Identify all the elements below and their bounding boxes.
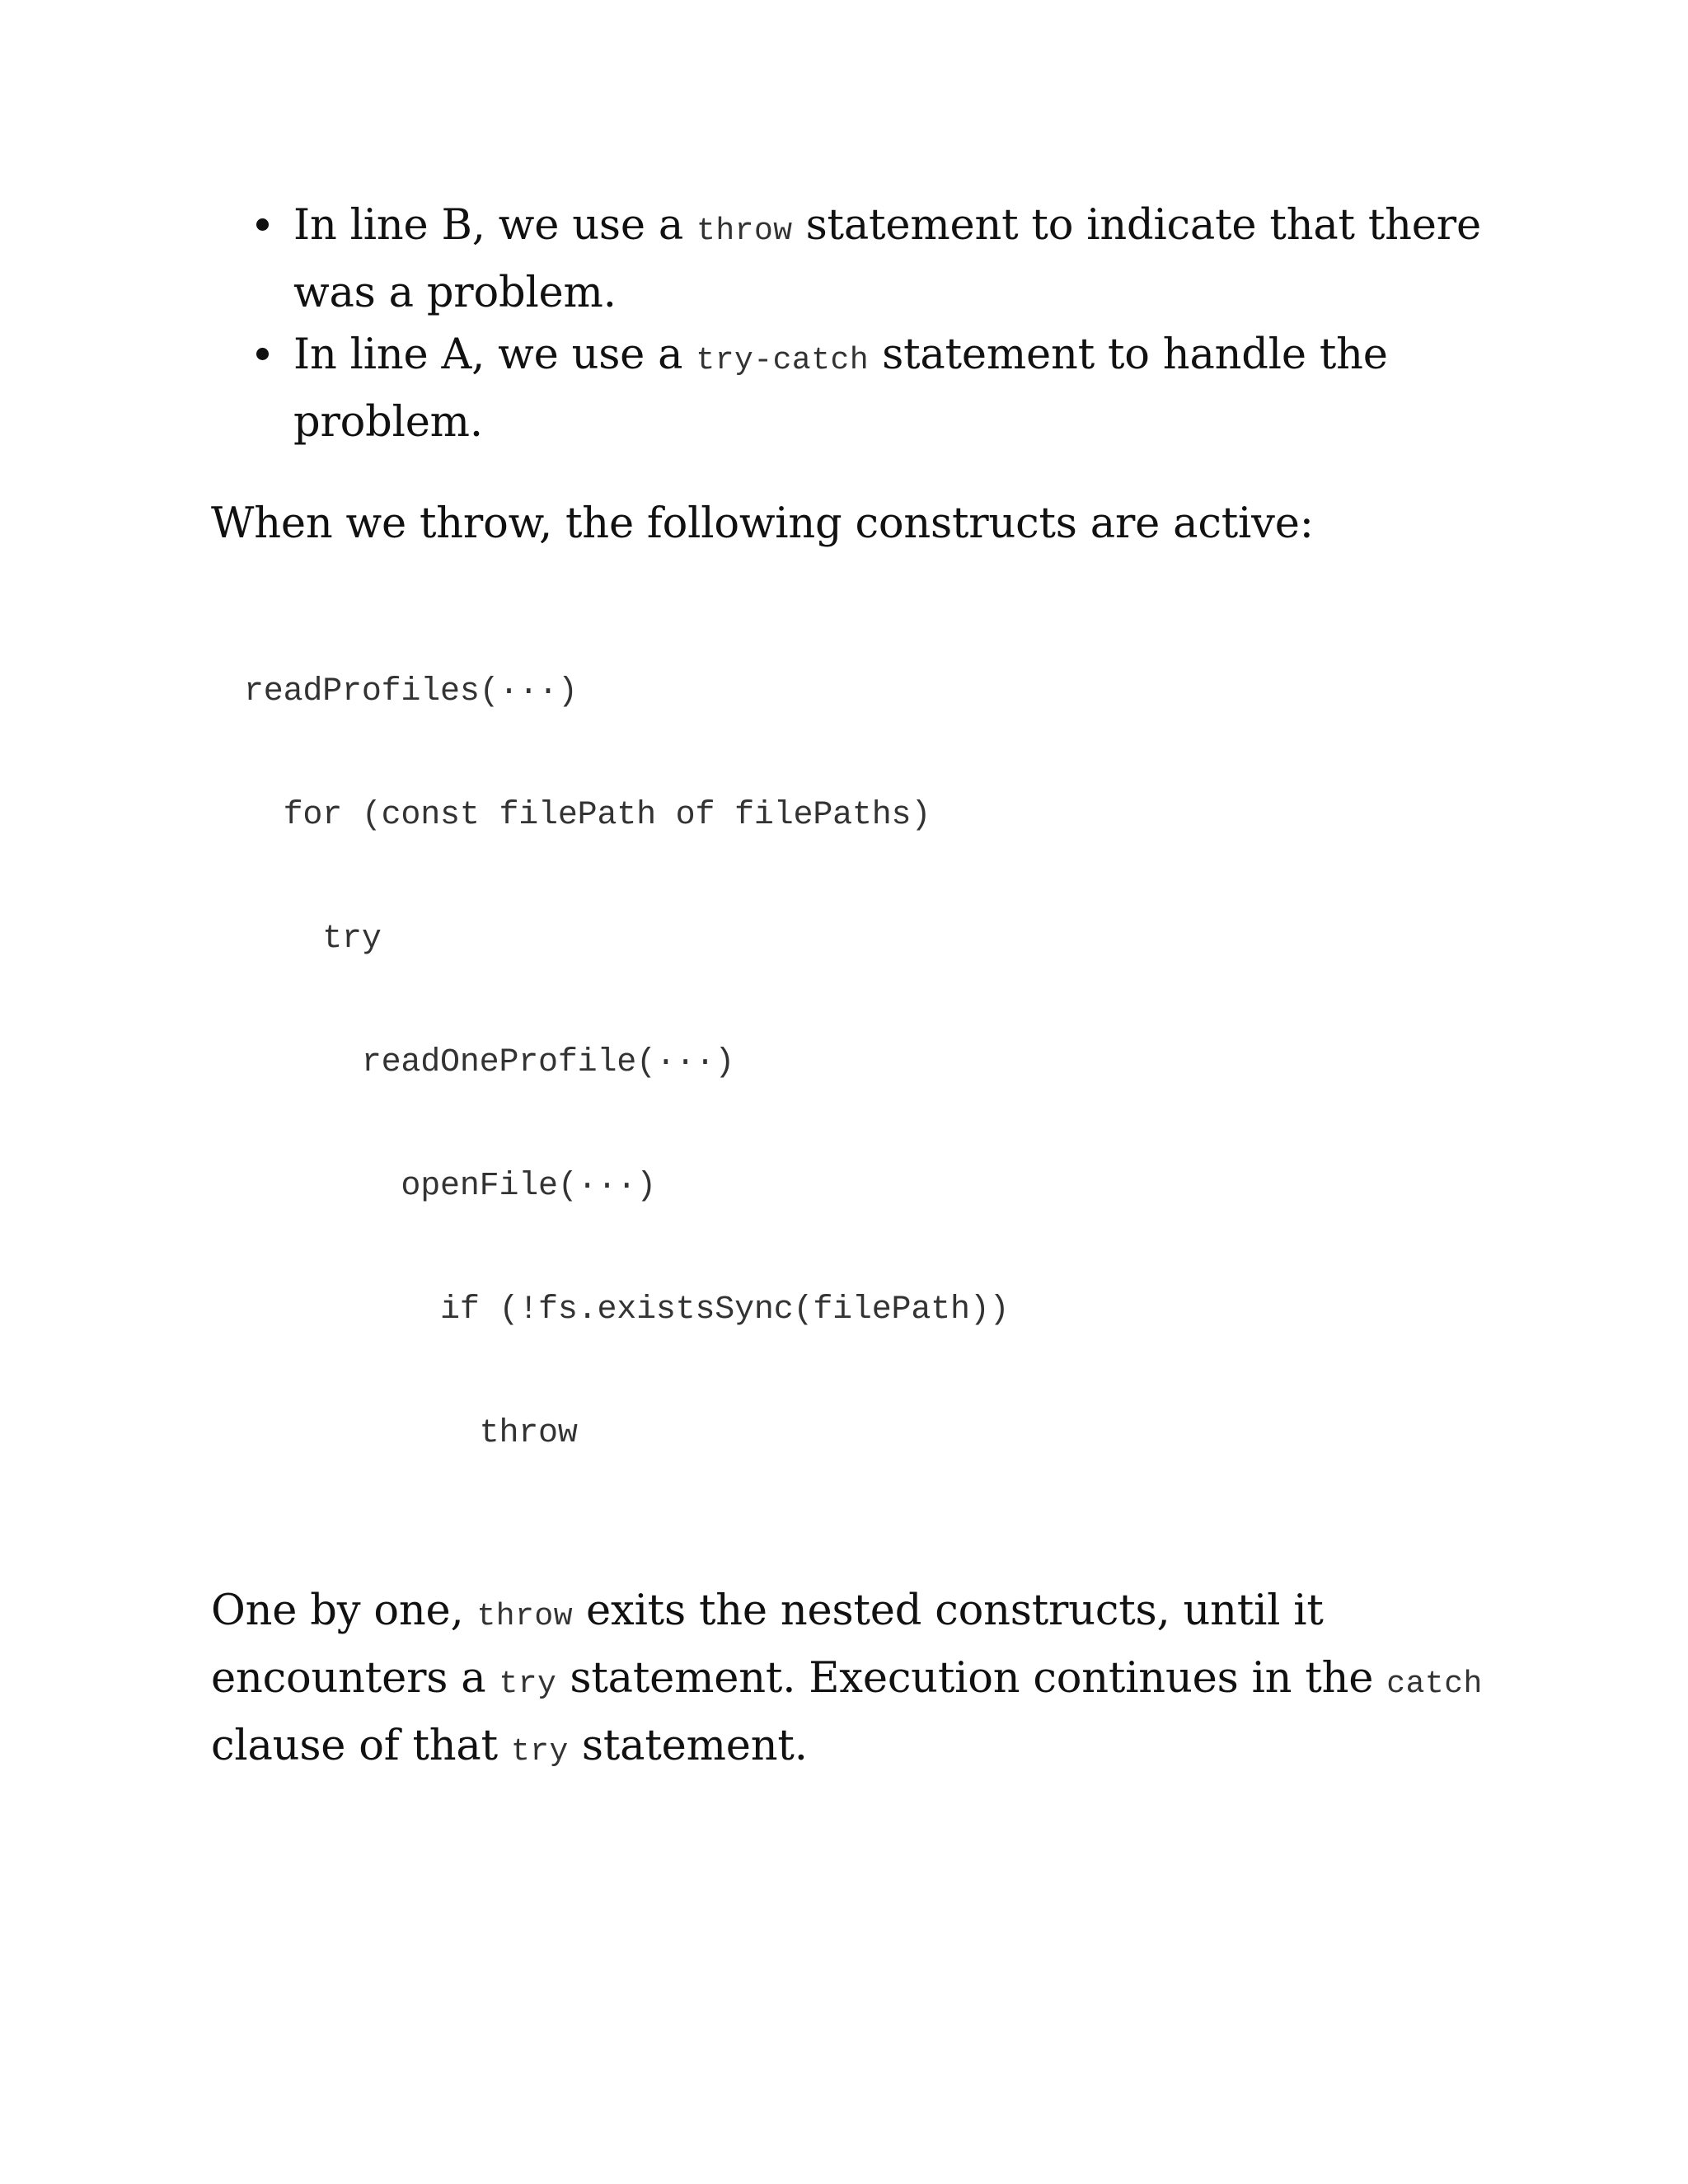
inline-code: catch <box>1386 1666 1483 1702</box>
outro-text: exits the nested constructs, until it encounters a <box>211 1586 1324 1703</box>
inline-code: throw <box>696 213 793 249</box>
inline-code: try-catch <box>696 343 870 378</box>
bullet-text-after: statement to indicate that there was a problem. <box>293 201 1481 317</box>
outro-text: One by one, <box>211 1586 477 1635</box>
code-line: if (!fs.existsSync(filePath)) <box>244 1291 1010 1329</box>
bullet-icon <box>256 218 269 231</box>
outro-text: clause of that <box>211 1722 511 1770</box>
list-item <box>211 324 1497 453</box>
inline-code: try <box>510 1734 569 1769</box>
code-line: readOneProfile(···) <box>244 1044 735 1081</box>
inline-code: try <box>499 1666 557 1702</box>
bullet-text-before: In line A, we use a <box>293 330 696 379</box>
intro-paragraph: When we throw, the following constructs are active: <box>211 499 1314 548</box>
document-content <box>211 194 1497 1783</box>
code-line: readProfiles(···) <box>244 673 578 710</box>
code-block <box>244 589 1497 1537</box>
bullet-list <box>211 194 1497 453</box>
code-line: throw <box>244 1415 578 1452</box>
bullet-text-after: statement to handle the problem. <box>293 330 1388 447</box>
bullet-icon <box>256 348 269 360</box>
outro-paragraph <box>211 1580 1497 1783</box>
inline-code: throw <box>476 1599 574 1634</box>
bullet-text-before: In line B, we use a <box>293 201 697 250</box>
code-line: openFile(···) <box>244 1168 656 1205</box>
code-line: for (const filePath of filePaths) <box>244 797 931 834</box>
list-item <box>211 194 1497 324</box>
code-line: try <box>244 921 382 958</box>
outro-text: statement. <box>568 1722 808 1770</box>
outro-text: statement. Execution continues in the <box>556 1654 1387 1703</box>
